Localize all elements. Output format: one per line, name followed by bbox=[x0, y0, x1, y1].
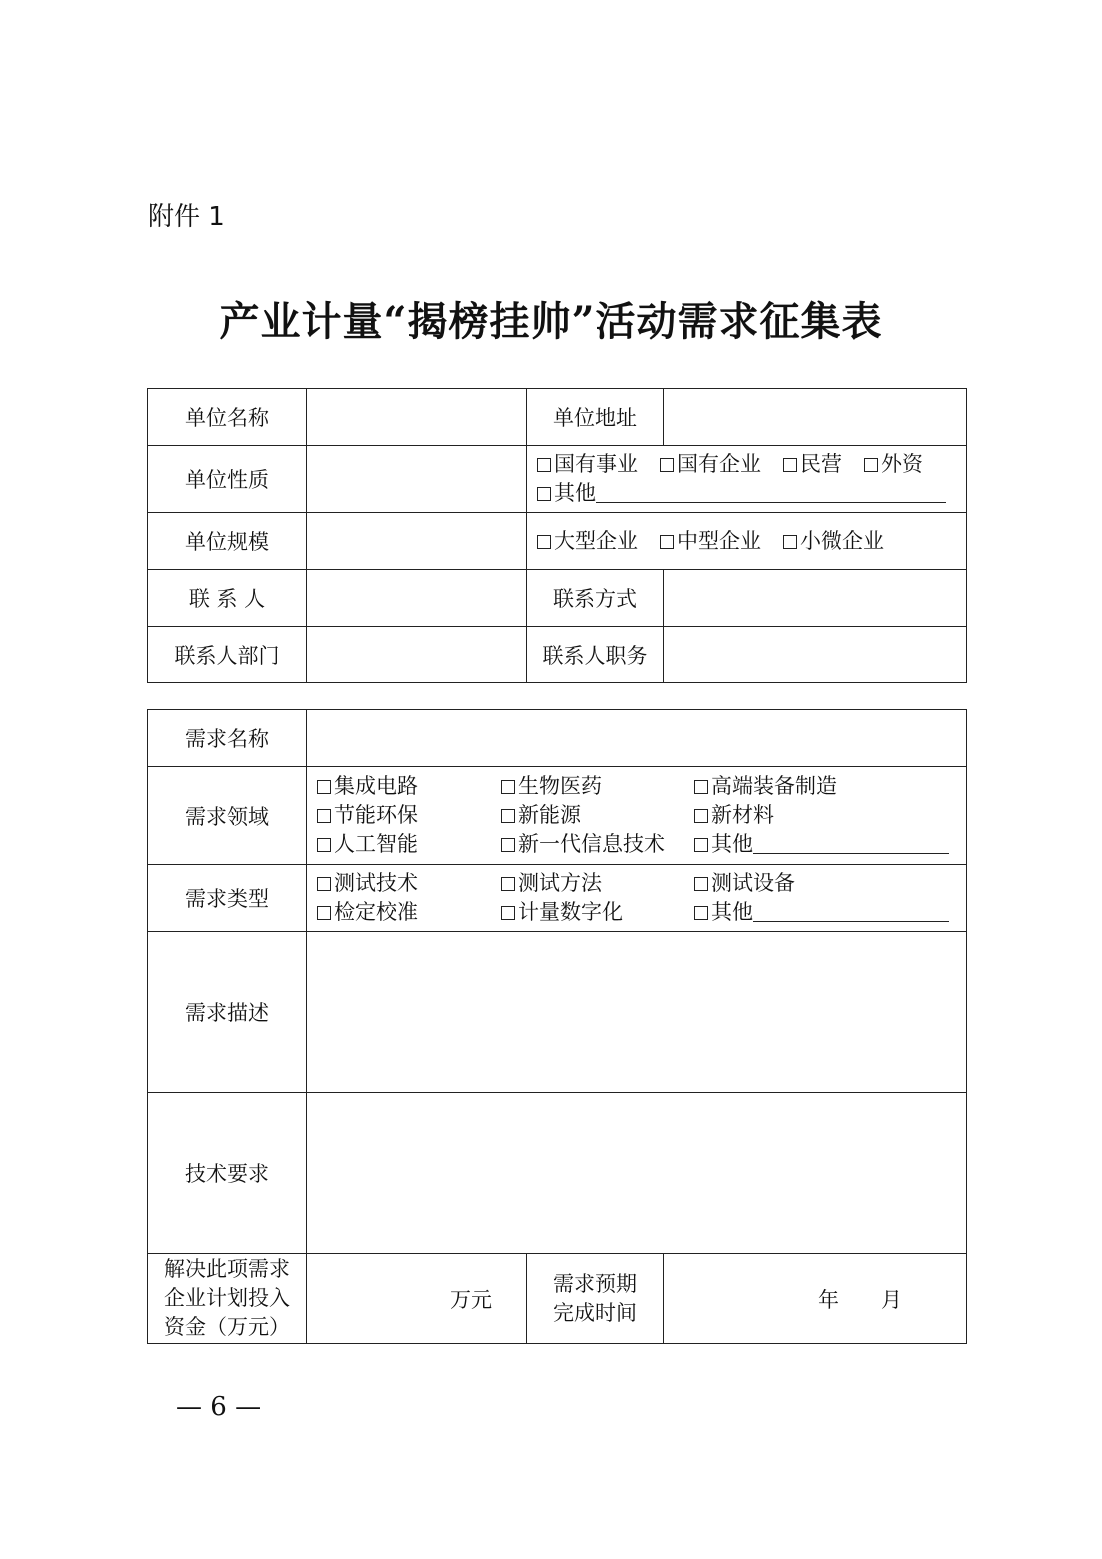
checkbox-icon[interactable] bbox=[501, 877, 515, 891]
type-option[interactable]: 计量数字化 bbox=[501, 898, 694, 927]
type-option[interactable]: 测试技术 bbox=[317, 869, 501, 898]
scale-option[interactable]: 小微企业 bbox=[783, 527, 884, 556]
type-option-other[interactable]: 其他 bbox=[694, 898, 956, 927]
demand-description-label: 需求描述 bbox=[148, 932, 307, 1093]
funding-field[interactable] bbox=[307, 1254, 527, 1344]
type-option[interactable]: 检定校准 bbox=[317, 898, 501, 927]
nature-option[interactable]: 民营 bbox=[783, 450, 842, 479]
scale-option[interactable]: 大型企业 bbox=[537, 527, 638, 556]
checkbox-icon[interactable] bbox=[317, 809, 331, 823]
field-option[interactable]: 生物医药 bbox=[501, 772, 694, 801]
checkbox-icon[interactable] bbox=[864, 458, 878, 472]
tech-requirement-label: 技术要求 bbox=[148, 1093, 307, 1254]
checkbox-icon[interactable] bbox=[537, 487, 551, 501]
nature-option[interactable]: 国有企业 bbox=[660, 450, 761, 479]
contact-field[interactable] bbox=[307, 570, 527, 627]
unit-address-label: 单位地址 bbox=[527, 389, 664, 446]
unit-scale-field bbox=[307, 513, 527, 570]
unit-scale-options bbox=[527, 513, 967, 570]
checkbox-icon[interactable] bbox=[660, 458, 674, 472]
contact-title-label: 联系人职务 bbox=[527, 627, 664, 683]
field-option-other[interactable]: 其他 bbox=[694, 830, 956, 859]
type-option[interactable]: 测试方法 bbox=[501, 869, 694, 898]
contact-dept-label: 联系人部门 bbox=[148, 627, 307, 683]
demand-name-label: 需求名称 bbox=[148, 710, 307, 767]
type-option[interactable]: 测试设备 bbox=[694, 869, 956, 898]
checkbox-icon[interactable] bbox=[537, 535, 551, 549]
unit-name-field[interactable] bbox=[307, 389, 527, 446]
checkbox-icon[interactable] bbox=[783, 535, 797, 549]
checkbox-icon[interactable] bbox=[694, 906, 708, 920]
demand-description-field[interactable] bbox=[307, 932, 967, 1093]
checkbox-icon[interactable] bbox=[537, 458, 551, 472]
funding-label: 解决此项需求 企业计划投入 资金（万元） bbox=[148, 1254, 307, 1344]
demand-field-options bbox=[307, 767, 967, 865]
field-option[interactable]: 集成电路 bbox=[317, 772, 501, 801]
nature-option-other[interactable]: 其他 bbox=[537, 481, 946, 505]
nature-option[interactable]: 国有事业 bbox=[537, 450, 638, 479]
checkbox-icon[interactable] bbox=[660, 535, 674, 549]
checkbox-icon[interactable] bbox=[694, 877, 708, 891]
unit-address-field[interactable] bbox=[664, 389, 967, 446]
unit-nature-options bbox=[527, 446, 967, 513]
nature-option[interactable]: 外资 bbox=[864, 450, 923, 479]
month-unit: 月 bbox=[881, 1287, 902, 1312]
other-blank-line[interactable] bbox=[596, 482, 946, 503]
field-option[interactable]: 高端装备制造 bbox=[694, 772, 956, 801]
demand-table bbox=[147, 709, 967, 1344]
expected-time-field[interactable] bbox=[664, 1254, 967, 1344]
demand-type-label: 需求类型 bbox=[148, 865, 307, 932]
annex-label: 附件 1 bbox=[148, 202, 225, 232]
year-unit: 年 bbox=[818, 1287, 839, 1312]
other-blank-line[interactable] bbox=[753, 833, 949, 854]
demand-type-options bbox=[307, 865, 967, 932]
funding-unit: 万元 bbox=[450, 1287, 492, 1312]
contact-label: 联 系 人 bbox=[148, 570, 307, 627]
checkbox-icon[interactable] bbox=[694, 809, 708, 823]
scale-option[interactable]: 中型企业 bbox=[660, 527, 761, 556]
unit-scale-label: 单位规模 bbox=[148, 513, 307, 570]
field-option[interactable]: 新材料 bbox=[694, 801, 956, 830]
checkbox-icon[interactable] bbox=[501, 780, 515, 794]
checkbox-icon[interactable] bbox=[501, 906, 515, 920]
field-option[interactable]: 新能源 bbox=[501, 801, 694, 830]
demand-name-field[interactable] bbox=[307, 710, 967, 767]
tech-requirement-field[interactable] bbox=[307, 1093, 967, 1254]
unit-nature-field bbox=[307, 446, 527, 513]
checkbox-icon[interactable] bbox=[694, 838, 708, 852]
checkbox-icon[interactable] bbox=[501, 809, 515, 823]
checkbox-icon[interactable] bbox=[317, 838, 331, 852]
contact-method-field[interactable] bbox=[664, 570, 967, 627]
unit-info-table bbox=[147, 388, 967, 683]
contact-title-field[interactable] bbox=[664, 627, 967, 683]
checkbox-icon[interactable] bbox=[501, 838, 515, 852]
unit-nature-label: 单位性质 bbox=[148, 446, 307, 513]
demand-field-label: 需求领域 bbox=[148, 767, 307, 865]
field-option[interactable]: 新一代信息技术 bbox=[501, 830, 694, 859]
checkbox-icon[interactable] bbox=[317, 877, 331, 891]
other-blank-line[interactable] bbox=[753, 901, 949, 922]
checkbox-icon[interactable] bbox=[694, 780, 708, 794]
expected-time-label: 需求预期 完成时间 bbox=[527, 1254, 664, 1344]
page-number: — 6 — bbox=[176, 1392, 262, 1422]
contact-dept-field[interactable] bbox=[307, 627, 527, 683]
unit-name-label: 单位名称 bbox=[148, 389, 307, 446]
field-option[interactable]: 人工智能 bbox=[317, 830, 501, 859]
checkbox-icon[interactable] bbox=[317, 780, 331, 794]
checkbox-icon[interactable] bbox=[317, 906, 331, 920]
page-title: 产业计量“揭榜挂帅”活动需求征集表 bbox=[219, 298, 883, 345]
contact-method-label: 联系方式 bbox=[527, 570, 664, 627]
field-option[interactable]: 节能环保 bbox=[317, 801, 501, 830]
checkbox-icon[interactable] bbox=[783, 458, 797, 472]
